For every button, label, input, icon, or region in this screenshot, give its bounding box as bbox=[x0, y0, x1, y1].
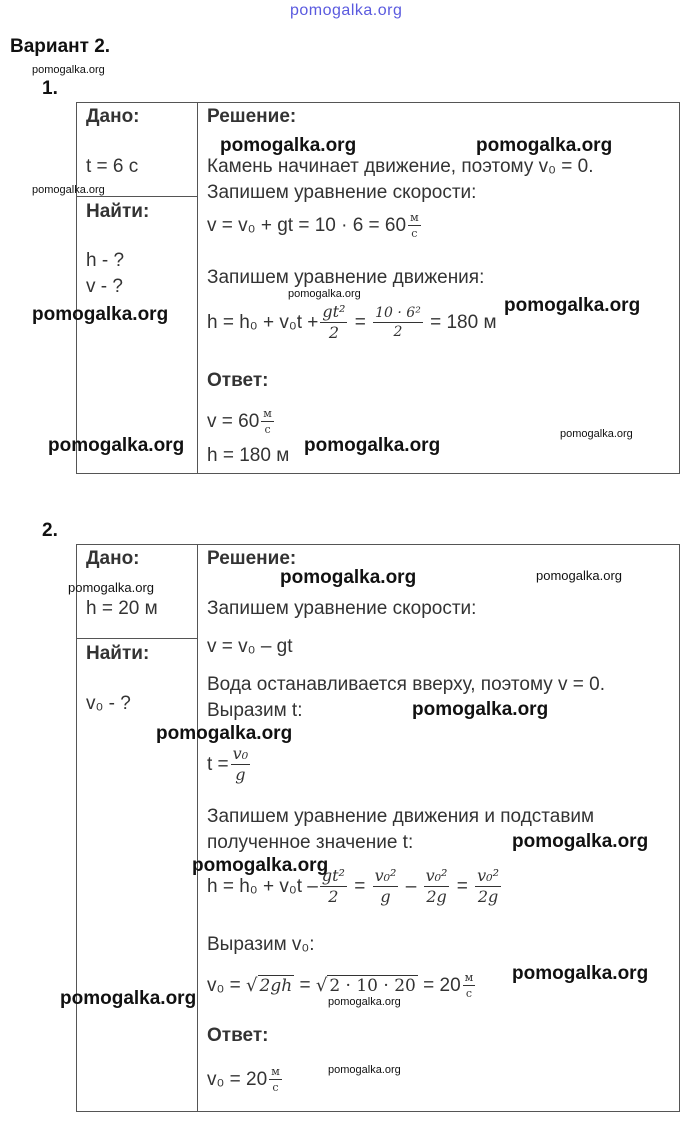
unit-den: с bbox=[264, 423, 271, 436]
radicand: 2gh bbox=[259, 976, 293, 996]
solution-line: Запишем уравнение движения и подставим bbox=[207, 806, 595, 827]
watermark: pomogalka.org bbox=[32, 184, 105, 196]
find-h: h - ? bbox=[86, 250, 125, 271]
fraction-num: v₀² bbox=[374, 866, 397, 885]
watermark: pomogalka.org bbox=[304, 435, 441, 456]
fraction-den: 2 bbox=[328, 323, 340, 342]
given-value: h = 20 м bbox=[86, 598, 158, 619]
fraction-num: v₀² bbox=[425, 866, 448, 885]
unit-num: м bbox=[410, 211, 419, 224]
given-value: t = 6 с bbox=[86, 156, 139, 177]
watermark: pomogalka.org bbox=[156, 723, 293, 744]
fraction bbox=[475, 868, 501, 905]
unit-fraction bbox=[269, 1066, 282, 1093]
velocity-equation bbox=[207, 212, 423, 239]
fraction-den: 2 bbox=[328, 887, 339, 906]
table-divider bbox=[76, 196, 197, 197]
problem-number-1: 1. bbox=[42, 78, 58, 99]
fraction-num: 10 · 6² bbox=[375, 305, 421, 321]
fraction bbox=[373, 868, 399, 905]
motion-equation: h = h₀ + v₀t + $\frac{\text{gt²}}{2}$ = $\frac{\text{10 · 6²}}{2}$ = 180 м bbox=[207, 302, 497, 342]
watermark: pomogalka.org bbox=[280, 567, 417, 588]
solution-line: Вода останавливается вверху, поэтому v = 0. bbox=[207, 674, 606, 695]
solution-line: Запишем уравнение движения: bbox=[207, 267, 485, 288]
solution-label: Решение: bbox=[207, 106, 297, 127]
fraction bbox=[320, 868, 347, 905]
watermark: pomogalka.org bbox=[512, 831, 649, 852]
t-equation bbox=[207, 746, 252, 783]
table-divider bbox=[197, 102, 198, 474]
solution-line: Запишем уравнение скорости: bbox=[207, 598, 477, 619]
find-label: Найти: bbox=[86, 643, 150, 664]
v0-equation: v₀ = √ 2gh = √ 2 · 10 · 20 = 20 $\frac{м}{с}$ bbox=[207, 971, 474, 1000]
fraction-num: gt² bbox=[322, 302, 346, 321]
watermark: pomogalka.org bbox=[60, 988, 197, 1009]
answer-label: Ответ: bbox=[207, 1025, 269, 1046]
fraction-den: 2g bbox=[426, 887, 447, 906]
watermark: pomogalka.org bbox=[504, 295, 641, 316]
problem-2-table bbox=[76, 544, 680, 1112]
unit-num: м bbox=[464, 971, 474, 984]
equation-text: = 20 bbox=[423, 974, 461, 996]
solution-line: Камень начинает движение, поэтому v₀ = 0. bbox=[207, 156, 594, 177]
answer-v bbox=[207, 408, 276, 435]
solution-line: Выразим v₀: bbox=[207, 934, 315, 955]
equation-text: v₀ = bbox=[207, 974, 241, 996]
equation-text: h = h₀ + v₀t – bbox=[207, 875, 318, 897]
table-divider bbox=[76, 638, 197, 639]
radicand: 2 · 10 · 20 bbox=[329, 976, 416, 996]
given-label: Дано: bbox=[86, 106, 140, 127]
answer-text: v₀ = 20 bbox=[207, 1068, 268, 1090]
watermark: pomogalka.org bbox=[192, 855, 329, 876]
find-v0: v₀ - ? bbox=[86, 693, 131, 714]
motion-equation: h = h₀ + v₀t – $\frac{\text{gt²}}{2}$ = $\frac{\text{v₀²}}{g}$ – $\frac{\text{v₀²}}{2g}$ = $\frac{\text{v₀²}}{2g}$ bbox=[207, 866, 499, 906]
watermark: pomogalka.org bbox=[32, 64, 105, 76]
watermark: pomogalka.org bbox=[68, 580, 154, 595]
unit-num: м bbox=[271, 1065, 280, 1078]
fraction bbox=[373, 306, 423, 339]
fraction-den: g bbox=[235, 765, 246, 784]
watermark: pomogalka.org bbox=[220, 135, 357, 156]
watermark: pomogalka.org bbox=[328, 1064, 401, 1076]
equation-text: v = v₀ + gt = 10 · 6 = 60 bbox=[207, 214, 407, 236]
equation-text: h = h₀ + v₀t + bbox=[207, 311, 319, 333]
fraction bbox=[424, 868, 450, 905]
fraction-den: 2 bbox=[393, 324, 403, 340]
watermark: pomogalka.org bbox=[288, 288, 361, 300]
unit-num: м bbox=[263, 407, 272, 420]
watermark: pomogalka.org bbox=[412, 699, 549, 720]
table-divider bbox=[197, 544, 198, 1112]
find-label: Найти: bbox=[86, 201, 150, 222]
solution-line: полученное значение t: bbox=[207, 832, 414, 853]
unit-fraction bbox=[463, 972, 476, 999]
site-watermark-header: pomogalka.org bbox=[290, 2, 403, 19]
equation-text: = 180 м bbox=[430, 311, 497, 333]
answer-text: v = 60 bbox=[207, 410, 260, 432]
answer-v0 bbox=[207, 1066, 284, 1093]
sqrt-icon: √ bbox=[246, 975, 258, 996]
fraction-num: v₀² bbox=[477, 866, 499, 885]
unit-den: с bbox=[465, 987, 472, 1000]
unit-fraction bbox=[261, 408, 274, 435]
fraction-num: v₀ bbox=[232, 744, 249, 763]
watermark: pomogalka.org bbox=[476, 135, 613, 156]
watermark: pomogalka.org bbox=[48, 435, 185, 456]
watermark: pomogalka.org bbox=[560, 428, 633, 440]
solution-label: Решение: bbox=[207, 548, 297, 569]
unit-fraction bbox=[408, 212, 421, 239]
fraction-num: gt² bbox=[321, 866, 345, 885]
variant-title: Вариант 2. bbox=[10, 36, 111, 57]
fraction-den: 2g bbox=[477, 887, 499, 906]
watermark: pomogalka.org bbox=[32, 304, 169, 325]
unit-den: с bbox=[411, 227, 418, 240]
velocity-equation: v = v₀ – gt bbox=[207, 636, 293, 657]
fraction bbox=[231, 746, 250, 783]
watermark: pomogalka.org bbox=[512, 963, 649, 984]
equation-text: t = bbox=[207, 753, 229, 775]
sqrt-icon: √ bbox=[315, 975, 328, 996]
watermark: pomogalka.org bbox=[328, 996, 401, 1008]
answer-h: h = 180 м bbox=[207, 445, 290, 466]
fraction bbox=[320, 304, 347, 341]
unit-den: с bbox=[272, 1081, 279, 1094]
watermark: pomogalka.org bbox=[536, 568, 622, 583]
find-v: v - ? bbox=[86, 276, 123, 297]
fraction-den: g bbox=[380, 887, 391, 906]
solution-line: Запишем уравнение скорости: bbox=[207, 182, 477, 203]
solution-line: Выразим t: bbox=[207, 700, 303, 721]
given-label: Дано: bbox=[86, 548, 140, 569]
problem-number-2: 2. bbox=[42, 520, 58, 541]
answer-label: Ответ: bbox=[207, 370, 269, 391]
